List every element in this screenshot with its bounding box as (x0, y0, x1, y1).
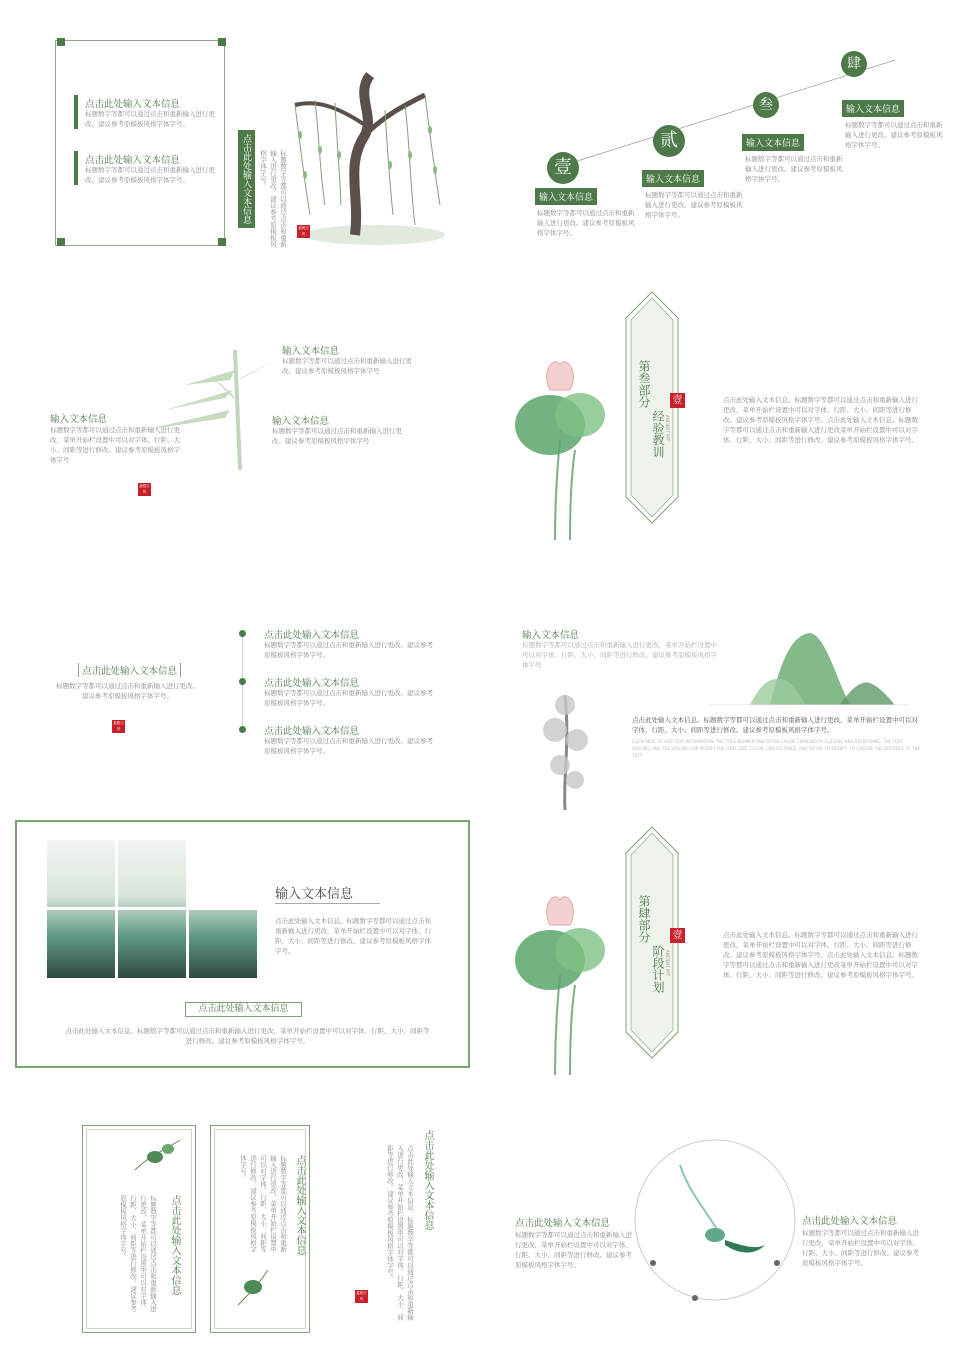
column-body: 点击此处输入文本信息。标题数字等都可以通过点击和重新输入进行更改，菜单开始栏设置中可以对字体、行距、大小、间距等进行修改。建议参考原模板风格字体字号。 (386, 1145, 414, 1321)
timeline-dot (239, 726, 246, 733)
slide-bamboo (10, 285, 480, 550)
red-seal-stamp: 素雅古风 (356, 1291, 367, 1301)
step-body: 标题数字等都可以通过点击和重新输入进行更改。建议参考原模板风格字体字号。 (845, 121, 943, 149)
mountain-illustration (710, 625, 910, 705)
section-body: 点击此处输入文本信息。标题数字等都可以通过点击和重新输入进行更改，菜单开始栏设置中可以对字体、行距、大小、间距等进行修改。建议参考原模板风格字体字号。点击此处输入文本信息。标题数字等都可以通过点击和重新输入进行更改菜单开始栏设置中可以对字体、行距、大小、间距等进行修改。建议参考原模板风格字体字号。 (723, 396, 918, 444)
text-title: 输入文本信息 (272, 416, 330, 427)
text-body: 标题数字等都可以通过点击和重新输入进行更改，菜单开始栏设置中可以对字体、行距、大小、间距等进行修改。建议参考原模板风格字体字号。 (515, 1231, 632, 1269)
plant-illustration (228, 1265, 278, 1310)
ink-flower-illustration (525, 685, 605, 810)
step-label: 输入文本信息 (642, 170, 704, 187)
koi-fish-illustration (670, 1155, 770, 1265)
red-seal-stamp: 素雅古风 (139, 484, 150, 494)
column-title: 点击此处输入文本信息 (422, 1130, 433, 1230)
timeline-heading: 点击此处输入文本信息 (78, 663, 181, 677)
slide-landscape-grid (10, 815, 480, 1075)
grid-divider (47, 907, 257, 910)
slide-section-4 (485, 820, 955, 1085)
item-title: 点击此处输入文本信息 (85, 155, 181, 166)
text-body: 标题数字等都可以通过点击和重新输入进行更改。建议参考原模板风格字体字号 (282, 357, 412, 375)
card-body: 标题数字等都可以通过点击和重新输入进行更改，菜单开始栏设置中可以对字体、行距、大小、间距等进行修改。建议参考原模板风格字体字号。 (239, 1155, 287, 1253)
frame-border (55, 40, 225, 246)
timeline-item-title: 点击此处输入文本信息 (264, 630, 360, 641)
step-label: 输入文本信息 (535, 188, 597, 205)
step-number-circle: 肆 (841, 51, 867, 77)
card-body: 标题数字等都可以通过点击和重新输入进行更改，菜单开始栏设置中可以对字体、行距、大小、间距等进行修改。建议参考原模板风格字体字号。 (119, 1195, 157, 1312)
cta-button[interactable]: 点击此处输入文本信息 (185, 1002, 302, 1017)
section-name: 经验教训 (651, 410, 665, 458)
step-body: 标题数字等都可以通过点击和重新输入进行更改。建议参考原模板风格字体字号。 (745, 155, 843, 183)
slide-vertical-cards (10, 1085, 480, 1345)
frame-corner (57, 238, 65, 246)
section-part-label: 第肆部分 (637, 895, 651, 943)
card-title: 点击此处输入文本信息 (169, 1195, 180, 1295)
slide-mountains (485, 555, 955, 820)
slide-koi-circle (485, 1085, 955, 1345)
text-body: 标题数字等都可以通过点击和重新输入进行更改，菜单开始栏设置中可以对字体、行距、大小、间距等进行修改。建议参考原模板风格字体字号。 (802, 1229, 919, 1267)
footer-text: 点击此处输入文本信息。标题数字等都可以通过点击和重新输入进行更改，菜单开始栏设置中可以对字体、行距、大小、间距等进行修改。建议参考原模板风格字体字号。 (65, 1027, 430, 1045)
step-label: 输入文本信息 (842, 100, 904, 117)
red-seal-stamp: 壹 (670, 393, 685, 408)
text-title: 点击此处输入文本信息 (515, 1218, 611, 1229)
text-title: 输入文本信息 (282, 346, 340, 357)
section-body: 点击此处输入文本信息。标题数字等都可以通过点击和重新输入进行更改，菜单开始栏设置中可以对字体、行距、大小、间距等进行修改。建议参考原模板风格字体字号。点击此处输入文本信息。标题数字等都可以通过点击和重新输入进行更改菜单开始栏设置中可以对字体、行距、大小、间距等进行修改。建议参考原模板风格字体字号。 (723, 931, 918, 979)
accent-bar (74, 151, 78, 185)
accent-bar (74, 95, 78, 129)
lotus-illustration (510, 885, 610, 1075)
section-english-tag: ANCIENT PPT (665, 415, 670, 442)
timeline-item-title: 点击此处输入文本信息 (264, 726, 360, 737)
timeline-item-body: 标题数字等都可以通过点击和重新输入进行更改。建议参考原模板风格字体字号。 (264, 737, 433, 755)
text-body: 标题数字等都可以通过点击和重新输入进行更改，菜单开始栏设置中可以对字体、行距、大小、间距等进行修改。建议参考原模板风格字体字号 (50, 426, 180, 464)
text-body: 点击此处输入文本信息。标题数字等都可以通过点击和重新输入进行更改，菜单开始栏设置中可以对字体、行距、大小、间距等进行修改。建议参考原模板风格字体字号。 (275, 917, 431, 955)
main-body: 点击此处输入文本信息。标题数字等都可以通过点击和重新输入进行更改，菜单开始栏设置中可以对字体、行距、大小、间距等进行修改。建议参考原模板风格字体字号。 (632, 716, 918, 734)
section-english-tag: ANCIENT PPT (665, 950, 670, 977)
vertical-title: 点击此处输入文本信息 (238, 130, 255, 228)
text-body: 标题数字等都可以通过点击和重新输入进行更改，菜单开始栏设置中可以对字体、行距、大小、间距等进行修改。建议参考原模板风格字体字号 (522, 641, 717, 669)
text-title: 输入文本信息 (50, 414, 108, 425)
item-body: 标题数字等都可以通过点击和重新输入进行更改。建议参考原模板风格字体字号。 (85, 166, 215, 184)
section-part-label: 第叁部分 (637, 360, 651, 408)
slide-willow-intro (10, 15, 480, 280)
timeline-item-title: 点击此处输入文本信息 (264, 678, 360, 689)
item-title: 点击此处输入文本信息 (85, 99, 181, 110)
step-number-circle: 贰 (653, 125, 685, 157)
frame-corner (218, 238, 226, 246)
lotus-illustration (510, 350, 610, 540)
step-body: 标题数字等都可以通过点击和重新输入进行更改。建议参考原模板风格字体字号。 (537, 209, 635, 237)
timeline-item-body: 标题数字等都可以通过点击和重新输入进行更改。建议参考原模板风格字体字号。 (264, 641, 433, 659)
slide-timeline (10, 555, 480, 820)
red-seal-stamp: 素雅古风 (113, 721, 124, 731)
timeline-item-body: 标题数字等都可以通过点击和重新输入进行更改。建议参考原模板风格字体字号。 (264, 689, 433, 707)
grid-cutout (188, 840, 260, 907)
slide-section-3 (485, 285, 955, 550)
text-body: 标题数字等都可以通过点击和重新输入进行更改。建议参考原模板风格字体字号 (272, 427, 402, 445)
item-body: 标题数字等都可以通过点击和重新输入进行更改。建议参考原模板风格字体字号。 (85, 110, 215, 128)
slide-four-steps (485, 15, 955, 280)
step-label: 输入文本信息 (742, 134, 804, 151)
card-title: 点击此处输入文本信息 (294, 1155, 305, 1255)
english-body: CLICK HERE TO ADD TEXT INFORMATION. THE TITLE NUMBER AND SO ON CAN BE CHANGED BY CLICKING AND REENTERING. THE FONT SPACING, AND THE SPACING CAN MODIFY THE FONT SIZE, COLOR, LINE DISTANCE, AND SO ON. TO MODIFY, TO CHOOSE THE DISTANCE OF THE TEXT. (632, 739, 921, 758)
red-seal-stamp: 壹 (670, 928, 685, 943)
step-body: 标题数字等都可以通过点击和重新输入进行更改。建议参考原模板风格字体字号。 (645, 191, 743, 219)
step-number-circle: 叁 (753, 92, 779, 118)
step-number-circle: 壹 (547, 152, 579, 184)
text-title: 点击此处输入文本信息 (802, 1216, 898, 1227)
text-title: 输入文本信息 (522, 630, 580, 641)
red-seal-stamp: 素雅古风 (298, 226, 309, 236)
vertical-body: 标题数字等都可以通过点击和重新输入进行更改。建议参考原模板风格字体字号。 (259, 150, 287, 248)
text-title: 输入文本信息 (275, 887, 354, 902)
timeline-dot (239, 678, 246, 685)
title-underline (275, 903, 380, 904)
timeline-dot (239, 630, 246, 637)
frame-corner (57, 38, 65, 46)
timeline-intro: 标题数字等都可以通过点击和重新输入进行更改。建议参考原模板风格字体字号。 (56, 682, 199, 700)
frame-corner (218, 38, 226, 46)
plant-illustration (130, 1135, 185, 1175)
section-name: 阶段计划 (651, 945, 665, 993)
